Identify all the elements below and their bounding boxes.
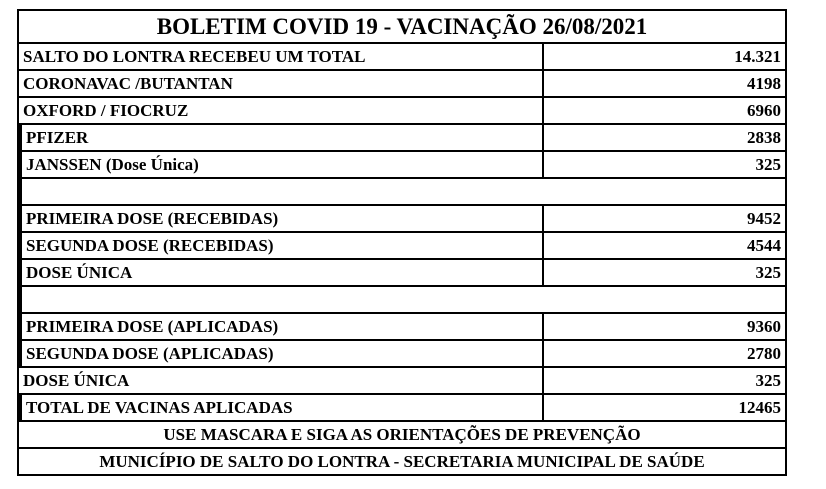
table-row-coronavac [19, 71, 785, 98]
prevention-notice: USE MASCARA E SIGA AS ORIENTAÇÕES DE PREVENÇÃO [19, 422, 785, 449]
bulletin-title: BOLETIM COVID 19 - VACINAÇÃO 26/08/2021 [19, 11, 785, 44]
blank-separator-row [19, 287, 785, 314]
table-row-total-received [19, 44, 785, 71]
table-row-first-dose-applied [19, 314, 785, 341]
row-value: 9452 [747, 209, 781, 228]
row-value: 4544 [747, 236, 781, 255]
table-row-first-dose-received [19, 206, 785, 233]
row-label: DOSE ÚNICA [19, 260, 544, 285]
row-value: 2838 [747, 128, 781, 147]
row-label: SALTO DO LONTRA RECEBEU UM TOTAL [19, 44, 544, 69]
row-value: 14.321 [734, 47, 781, 66]
row-label: PRIMEIRA DOSE (RECEBIDAS) [19, 206, 544, 231]
row-value: 325 [755, 263, 781, 282]
table-row-oxford [19, 98, 785, 125]
table-row-total-applied [19, 395, 785, 422]
blank-separator-row [19, 179, 785, 206]
row-value: 2780 [747, 344, 781, 363]
table-row-single-dose-applied [19, 368, 785, 395]
row-value: 325 [755, 155, 781, 174]
issuer-line: MUNICÍPIO DE SALTO DO LONTRA - SECRETARIA MUNICIPAL DE SAÚDE [99, 452, 705, 471]
row-label: PFIZER [19, 125, 544, 150]
row-label: SEGUNDA DOSE (APLICADAS) [19, 341, 544, 366]
table-row-second-dose-applied [19, 341, 785, 368]
row-label: SEGUNDA DOSE (RECEBIDAS) [19, 233, 544, 258]
row-label: TOTAL DE VACINAS APLICADAS [19, 395, 544, 420]
table-row-second-dose-received [19, 233, 785, 260]
row-value: 12465 [738, 398, 781, 417]
row-label: OXFORD / FIOCRUZ [19, 98, 544, 123]
table-row-pfizer [19, 125, 785, 152]
table-row-janssen [19, 152, 785, 179]
row-value: 4198 [747, 74, 781, 93]
row-value: 9360 [747, 317, 781, 336]
row-label: DOSE ÚNICA [19, 368, 544, 393]
row-label: JANSSEN (Dose Única) [19, 152, 544, 177]
row-label: PRIMEIRA DOSE (APLICADAS) [19, 314, 544, 339]
row-label: CORONAVAC /BUTANTAN [19, 71, 544, 96]
row-value: 6960 [747, 101, 781, 120]
vaccination-bulletin-table [17, 9, 787, 476]
row-value: 325 [755, 371, 781, 390]
table-row-single-dose-received [19, 260, 785, 287]
